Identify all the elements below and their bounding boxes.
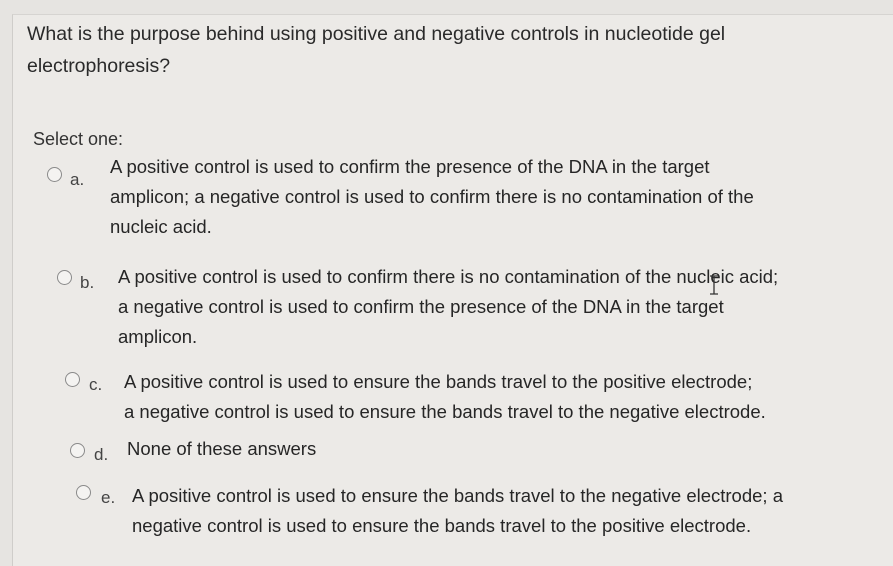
- option-letter-e: e.: [101, 488, 116, 507]
- radio-b[interactable]: [57, 270, 72, 285]
- option-a-line-2: amplicon; a negative control is used to confirm there is no contamination of the: [110, 186, 754, 207]
- option-a-line-1: A positive control is used to confirm the presence of the DNA in the target: [110, 156, 710, 177]
- option-b-line-2: a negative control is used to confirm the presence of the DNA in the target: [118, 296, 724, 317]
- radio-e[interactable]: [76, 485, 91, 500]
- text-cursor-icon: [713, 275, 715, 291]
- option-c-line-2: a negative control is used to ensure the bands travel to the negative electrode.: [124, 401, 766, 422]
- option-letter-a: a.: [70, 170, 85, 189]
- option-d-line-1: None of these answers: [127, 438, 317, 459]
- question-line-1: What is the purpose behind using positive and negative controls in nucleotide gel: [27, 23, 726, 45]
- option-letter-d: d.: [94, 445, 109, 464]
- option-text-b[interactable]: [118, 262, 778, 352]
- option-text-d[interactable]: [127, 434, 316, 464]
- option-letter-b: b.: [80, 273, 95, 292]
- option-a-line-3: nucleic acid.: [110, 216, 212, 237]
- option-e-line-1: A positive control is used to ensure the bands travel to the negative electrode; a: [132, 485, 783, 506]
- question-text: [27, 18, 827, 82]
- option-text-a[interactable]: [110, 152, 754, 242]
- option-b-line-1: A positive control is used to confirm there is no contamination of the nucleic acid;: [118, 266, 779, 287]
- radio-a[interactable]: [47, 167, 62, 182]
- option-text-e[interactable]: [132, 481, 783, 541]
- option-e-line-2: negative control is used to ensure the bands travel to the positive electrode.: [132, 515, 752, 536]
- select-one-label: Select one:: [33, 129, 124, 149]
- option-text-c[interactable]: [124, 367, 766, 427]
- option-c-line-1: A positive control is used to ensure the bands travel to the positive electrode;: [124, 371, 753, 392]
- radio-c[interactable]: [65, 372, 80, 387]
- question-line-2: electrophoresis?: [27, 55, 171, 77]
- option-letter-c: c.: [89, 375, 103, 394]
- option-b-line-3: amplicon.: [118, 326, 198, 347]
- radio-d[interactable]: [70, 443, 85, 458]
